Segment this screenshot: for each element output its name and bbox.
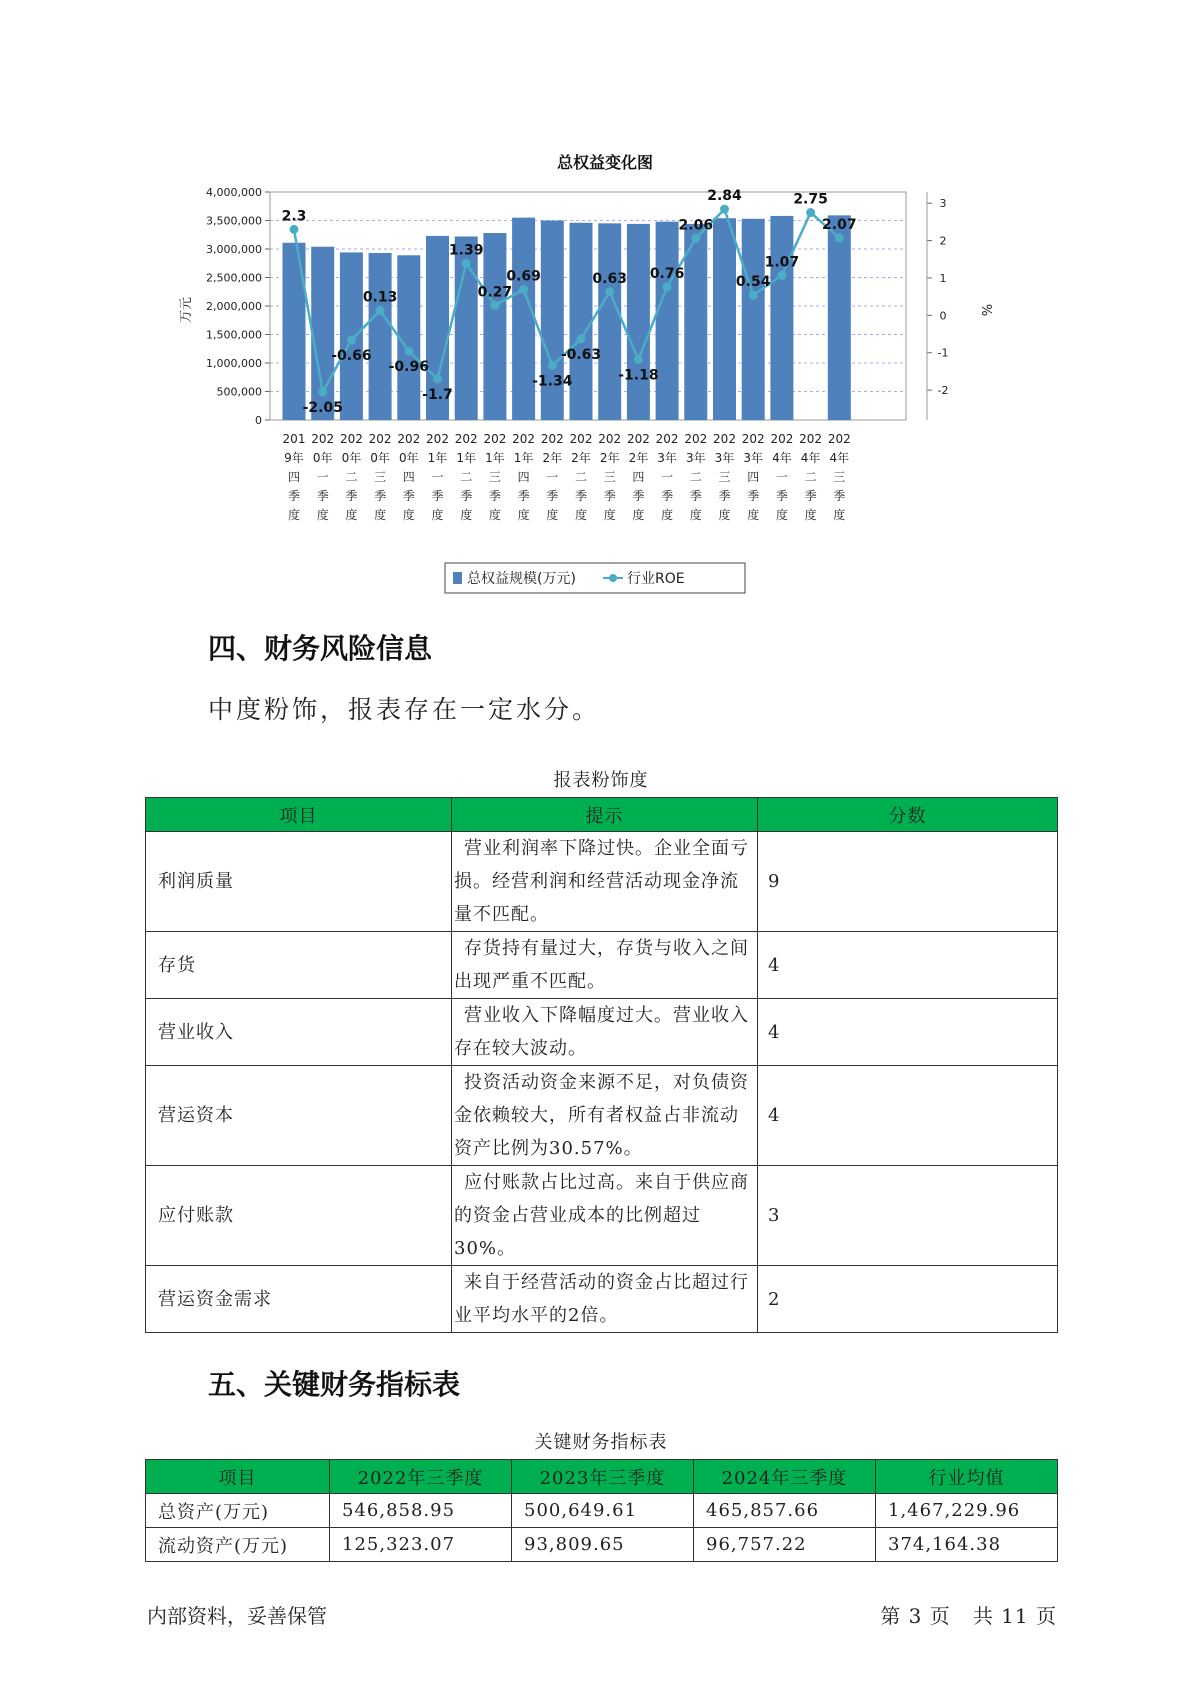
column-header-score: 分数 (758, 798, 1058, 832)
x-tick-label: 202 (426, 432, 449, 446)
x-tick-label: 0年 (341, 451, 362, 465)
x-tick-label: 0年 (312, 451, 333, 465)
x-tick-label: 季 (488, 489, 501, 503)
x-tick-label: 202 (512, 432, 536, 446)
column-header-item: 项目 (146, 1460, 330, 1494)
equity-bar (656, 222, 679, 420)
x-tick-label: 202 (684, 432, 708, 446)
roe-data-label: 0.13 (362, 289, 398, 306)
roe-data-label: 1.39 (448, 242, 484, 259)
x-tick-label: 度 (833, 508, 846, 522)
row-hint: 存货持有量过大，存货与收入之间出现严重不匹配。 (452, 932, 758, 999)
x-tick-label: 度 (402, 508, 415, 522)
legend-bar-label: 总权益规模(万元) (467, 571, 576, 587)
x-tick-label: 度 (517, 508, 530, 522)
row-score: 9 (758, 832, 1058, 932)
x-tick-label: 一 (661, 470, 674, 484)
x-tick-label: 3年 (685, 451, 706, 465)
x-tick-label: 度 (345, 508, 358, 522)
table-cell: 546,858.95 (330, 1494, 512, 1528)
row-score: 2 (758, 1266, 1058, 1333)
left-tick-label: 1,000,000 (206, 357, 262, 370)
x-tick-label: 三 (718, 470, 731, 484)
x-tick-label: 三 (488, 470, 501, 484)
column-header-2023q3: 2023年三季度 (512, 1460, 694, 1494)
equity-bar (627, 224, 650, 420)
x-tick-label: 1年 (485, 451, 505, 465)
x-tick-label: 202 (569, 432, 593, 446)
x-tick-label: 二 (804, 470, 817, 484)
roe-data-label: 2.3 (281, 208, 307, 225)
x-tick-label: 二 (689, 470, 702, 484)
roe-data-label: 2.06 (678, 217, 714, 234)
roe-point (290, 225, 299, 234)
x-tick-label: 0年 (398, 451, 419, 465)
table-cell: 93,809.65 (512, 1528, 694, 1562)
x-tick-label: 一 (775, 470, 788, 484)
table-cell: 374,164.38 (876, 1528, 1058, 1562)
x-tick-label: 四 (287, 470, 301, 484)
equity-bar (598, 223, 621, 420)
x-tick-label: 一 (431, 470, 444, 484)
x-tick-label: 1年 (427, 451, 448, 465)
x-tick-label: 1年 (456, 451, 477, 465)
roe-data-label: 1.07 (764, 254, 800, 271)
equity-chart (170, 140, 1030, 600)
x-tick-label: 季 (287, 489, 301, 503)
left-tick-label: 0 (255, 414, 262, 427)
roe-point (376, 306, 385, 315)
x-tick-label: 四 (747, 470, 760, 484)
x-tick-label: 四 (402, 470, 415, 484)
roe-point (490, 301, 499, 310)
roe-data-label: 0.63 (592, 270, 627, 287)
row-item: 存货 (146, 932, 452, 999)
table-header-row (146, 1460, 1058, 1494)
x-tick-label: 季 (316, 489, 329, 503)
x-tick-label: 度 (431, 508, 444, 522)
table-row (146, 1494, 1058, 1528)
roe-data-label: -1.7 (422, 386, 453, 403)
x-tick-label: 202 (311, 432, 335, 446)
roe-point (433, 374, 442, 383)
x-tick-label: 201 (282, 432, 306, 446)
row-score: 4 (758, 999, 1058, 1066)
roe-point (691, 234, 700, 243)
x-tick-label: 202 (799, 432, 823, 446)
section-heading-financial-risk: 四、财务风险信息 (208, 632, 433, 665)
roe-data-label: -1.18 (618, 367, 659, 384)
x-tick-label: 3年 (743, 451, 764, 465)
right-axis-label: % (978, 303, 993, 317)
footer-confidential-note: 内部资料，妥善保管 (147, 1604, 327, 1628)
roe-data-label: 2.75 (793, 191, 828, 208)
x-axis-labels (283, 432, 851, 522)
x-tick-label: 度 (747, 508, 760, 522)
roe-point (577, 334, 586, 343)
x-tick-label: 1年 (513, 451, 534, 465)
roe-data-label: -0.66 (331, 348, 372, 365)
x-tick-label: 季 (689, 489, 702, 503)
table-row (146, 932, 1058, 999)
x-tick-label: 二 (345, 470, 358, 484)
x-tick-label: 度 (718, 508, 731, 522)
risk-table-caption: 报表粉饰度 (553, 770, 649, 791)
left-axis-label: 万元 (179, 296, 194, 324)
table-cell: 500,649.61 (512, 1494, 694, 1528)
x-tick-label: 季 (574, 489, 588, 503)
x-tick-label: 3年 (657, 451, 677, 465)
x-tick-label: 202 (339, 432, 363, 446)
x-tick-label: 9年 (284, 451, 304, 465)
x-tick-label: 202 (483, 432, 507, 446)
x-tick-label: 202 (454, 432, 478, 446)
roe-point (720, 205, 729, 214)
x-tick-label: 季 (431, 489, 444, 503)
row-hint: 应付账款占比过高。来自于供应商的资金占营业成本的比例超过30%。 (452, 1166, 758, 1266)
roe-data-label: 0.69 (506, 268, 541, 285)
table-row (146, 832, 1058, 932)
table-cell: 总资产(万元) (146, 1494, 330, 1528)
left-tick-label: 1,500,000 (206, 328, 262, 342)
equity-bar (713, 218, 736, 420)
x-tick-label: 季 (775, 489, 788, 503)
x-tick-label: 3年 (714, 451, 735, 465)
right-tick-label: 0 (939, 309, 947, 323)
right-tick-label: 2 (939, 234, 947, 248)
x-tick-label: 度 (632, 508, 645, 522)
x-tick-label: 季 (747, 489, 760, 503)
x-tick-label: 2年 (571, 451, 591, 465)
roe-data-label: 2.07 (822, 216, 857, 233)
equity-bar (742, 219, 765, 420)
row-item: 应付账款 (146, 1166, 452, 1266)
table-cell: 96,757.22 (694, 1528, 876, 1562)
x-tick-label: 季 (603, 489, 616, 503)
row-score: 3 (758, 1166, 1058, 1266)
legend-line-label: 行业ROE (627, 571, 685, 587)
x-tick-label: 202 (626, 432, 650, 446)
x-tick-label: 度 (689, 508, 702, 522)
x-tick-label: 度 (460, 508, 473, 522)
table-row (146, 1166, 1058, 1266)
equity-bar (369, 253, 392, 420)
x-tick-label: 202 (368, 432, 392, 446)
section-heading-key-metrics: 五、关键财务指标表 (208, 1368, 461, 1401)
roe-data-label: 0.54 (735, 274, 771, 291)
roe-point (777, 271, 786, 280)
table-cell: 流动资产(万元) (146, 1528, 330, 1562)
x-tick-label: 季 (374, 489, 387, 503)
roe-point (404, 347, 413, 356)
equity-bar (770, 216, 793, 420)
x-tick-label: 四 (517, 470, 530, 484)
left-tick-label: 4,000,000 (206, 186, 262, 199)
x-tick-label: 度 (574, 508, 588, 522)
x-tick-label: 2年 (542, 451, 563, 465)
row-score: 4 (758, 1066, 1058, 1166)
roe-data-label: 0.27 (477, 284, 513, 301)
table-cell: 1,467,229.96 (876, 1494, 1058, 1528)
x-tick-label: 202 (713, 432, 736, 446)
x-tick-label: 度 (546, 508, 559, 522)
row-hint: 营业收入下降幅度过大。营业收入存在较大波动。 (452, 999, 758, 1066)
row-hint: 投资活动资金来源不足，对负债资金依赖较大，所有者权益占非流动资产比例为30.57%。 (452, 1066, 758, 1166)
roe-point (462, 259, 471, 268)
x-tick-label: 一 (316, 470, 329, 484)
x-tick-label: 4年 (829, 451, 850, 465)
roe-point (548, 361, 557, 370)
roe-point (806, 208, 815, 217)
x-tick-label: 度 (287, 508, 301, 522)
x-tick-label: 季 (460, 489, 473, 503)
roe-data-label: 2.84 (707, 188, 742, 205)
column-header-2022q3: 2022年三季度 (330, 1460, 512, 1494)
roe-data-label: -1.34 (532, 373, 573, 390)
roe-data-label: -0.63 (560, 346, 602, 363)
right-tick-label: -2 (937, 384, 949, 398)
chart-legend (445, 563, 745, 593)
roe-point (519, 285, 528, 294)
x-tick-label: 4年 (772, 451, 792, 465)
equity-bar (570, 223, 593, 420)
right-axis-ticks (927, 197, 948, 397)
x-tick-label: 季 (632, 489, 645, 503)
x-tick-label: 202 (598, 432, 622, 446)
x-tick-label: 二 (574, 470, 588, 484)
x-tick-label: 0年 (370, 451, 390, 465)
x-tick-label: 度 (374, 508, 387, 522)
x-tick-label: 2年 (599, 451, 620, 465)
left-tick-label: 3,500,000 (206, 214, 262, 228)
left-axis-ticks (206, 186, 270, 427)
roe-point (749, 291, 758, 300)
x-tick-label: 度 (661, 508, 674, 522)
x-tick-label: 三 (603, 470, 616, 484)
column-header-industry-avg: 行业均值 (876, 1460, 1058, 1494)
x-tick-label: 三 (833, 470, 846, 484)
row-hint: 营业利润率下降过快。企业全面亏损。经营利润和经营活动现金净流量不匹配。 (452, 832, 758, 932)
roe-point (663, 282, 672, 291)
roe-data-label: -2.05 (302, 399, 343, 416)
row-item: 营业收入 (146, 999, 452, 1066)
risk-summary: 中度粉饰，报表存在一定水分。 (208, 695, 601, 724)
x-tick-label: 三 (374, 470, 387, 484)
x-tick-label: 202 (827, 432, 851, 446)
roe-point (318, 387, 327, 396)
chart-title: 总权益变化图 (556, 153, 654, 172)
line-series (282, 188, 857, 416)
x-tick-label: 季 (345, 489, 358, 503)
x-tick-label: 度 (603, 508, 616, 522)
row-hint: 来自于经营活动的资金占比超过行业平均水平的2倍。 (452, 1266, 758, 1333)
risk-table (145, 797, 1058, 1333)
row-item: 利润质量 (146, 832, 452, 932)
column-header-hint: 提示 (452, 798, 758, 832)
table-header-row (146, 798, 1058, 832)
x-tick-label: 季 (661, 489, 674, 503)
x-tick-label: 度 (488, 508, 501, 522)
row-item: 营运资本 (146, 1066, 452, 1166)
roe-data-label: 0.76 (649, 265, 685, 282)
table-row (146, 1266, 1058, 1333)
x-tick-label: 度 (316, 508, 329, 522)
row-score: 4 (758, 932, 1058, 999)
equity-bar (512, 218, 535, 420)
table-row (146, 1528, 1058, 1562)
kpi-table (145, 1459, 1058, 1562)
column-header-item: 项目 (146, 798, 452, 832)
column-header-2024q3: 2024年三季度 (694, 1460, 876, 1494)
roe-point (347, 336, 356, 345)
footer-page-number: 第 3 页 共 11 页 (880, 1604, 1057, 1628)
x-tick-label: 季 (833, 489, 846, 503)
table-row (146, 1066, 1058, 1166)
equity-bar (541, 221, 564, 421)
x-tick-label: 202 (770, 432, 794, 446)
legend-bar-swatch (453, 572, 462, 584)
right-tick-label: 3 (939, 197, 947, 211)
roe-point (605, 287, 614, 296)
x-tick-label: 二 (460, 470, 473, 484)
row-item: 营运资金需求 (146, 1266, 452, 1333)
left-tick-label: 2,500,000 (206, 271, 262, 285)
x-tick-label: 季 (718, 489, 731, 503)
x-tick-label: 季 (546, 489, 559, 503)
table-cell: 125,323.07 (330, 1528, 512, 1562)
x-tick-label: 202 (741, 432, 765, 446)
left-tick-label: 3,000,000 (206, 243, 262, 256)
right-tick-label: -1 (937, 346, 949, 360)
x-tick-label: 度 (804, 508, 817, 522)
roe-data-label: -0.96 (388, 359, 429, 376)
x-tick-label: 202 (655, 432, 679, 446)
equity-bar (483, 233, 506, 420)
roe-point (634, 355, 643, 364)
kpi-table-caption: 关键财务指标表 (534, 1432, 668, 1453)
x-tick-label: 季 (804, 489, 817, 503)
x-tick-label: 一 (546, 470, 559, 484)
equity-bar (828, 215, 851, 420)
right-tick-label: 1 (939, 271, 947, 285)
left-tick-label: 2,000,000 (206, 300, 262, 313)
x-tick-label: 202 (397, 432, 421, 446)
x-tick-label: 季 (402, 489, 415, 503)
table-row (146, 999, 1058, 1066)
x-tick-label: 4年 (800, 451, 821, 465)
roe-point (835, 233, 844, 242)
x-tick-label: 202 (540, 432, 564, 446)
legend-line-marker (609, 574, 617, 582)
x-tick-label: 2年 (628, 451, 649, 465)
x-tick-label: 季 (517, 489, 530, 503)
x-tick-label: 度 (775, 508, 788, 522)
left-tick-label: 500,000 (216, 385, 262, 399)
x-tick-label: 四 (632, 470, 645, 484)
table-cell: 465,857.66 (694, 1494, 876, 1528)
